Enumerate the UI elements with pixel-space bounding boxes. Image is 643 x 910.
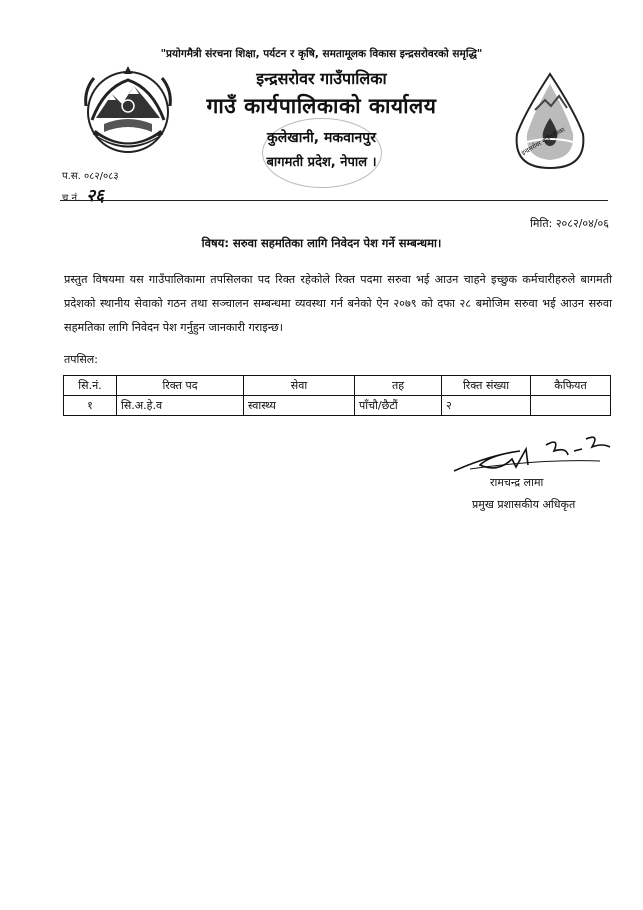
- col-level: तह: [355, 376, 442, 396]
- table-header-row: [64, 376, 611, 396]
- province-line: बागमती प्रदेश, नेपाल ।: [266, 155, 377, 170]
- table-label: तपसिल:: [64, 353, 98, 366]
- letter-body: प्रस्तुत विषयमा यस गाउँपालिकामा तपसिलका पद रिक्त रहेकोले रिक्त पदमा सरुवा भई आउन चाहने इच्छुक कर्मचारीहरुले बागमती प्रदेशको स्थानीय सेवाको गठन तथा सञ्चालन सम्बन्धमा व्यवस्था गर्न बनेको ऐन २०७९ को दफा २८ बमोजिम सरुवा भई आउन सरुवा सहमतिका लागि निवेदन पेश गर्नुहुन जानकारी गराइन्छ।: [64, 273, 612, 334]
- col-serial: सि.नं.: [64, 376, 117, 396]
- col-service: सेवा: [244, 376, 355, 396]
- cell-service: स्वास्थ्य: [244, 396, 355, 416]
- dispatch-number-line: [62, 183, 104, 206]
- office-name: गाउँ कार्यपालिकाको कार्यालय: [206, 94, 437, 118]
- vacancy-table: [63, 375, 611, 416]
- letter-date: मिति: २०८२/०४/०६: [530, 217, 609, 230]
- col-post: रिक्त पद: [117, 376, 244, 396]
- slogan: "प्रयोगमैत्री संरचना शिक्षा, पर्यटन र कृषि, समतामूलक विकास इन्द्रसरोवरको समृद्धि": [160, 48, 483, 60]
- letter-subject: विषय: सरुवा सहमतिका लागि निवेदन पेश गर्ने सम्बन्धमा।: [201, 236, 442, 250]
- signature-mark: [450, 425, 620, 480]
- cell-post: सि.अ.हे.व: [117, 396, 244, 416]
- col-vacancy-count: रिक्त संख्या: [442, 376, 531, 396]
- header-divider: [60, 200, 608, 201]
- cell-serial: १: [64, 396, 117, 416]
- cell-remarks: [531, 396, 611, 416]
- col-remarks: कैफियत: [531, 376, 611, 396]
- municipality-name: इन्द्रसरोवर गाउँपालिका: [256, 69, 387, 88]
- office-location: कुलेखानी, मकवानपुर: [267, 130, 376, 146]
- table-row: [64, 396, 611, 416]
- cell-vacancy-count: २: [442, 396, 531, 416]
- logo-text: इन्द्रसरोवर गाउँपालिका: [520, 126, 567, 157]
- dispatch-number: २६: [86, 186, 104, 206]
- fiscal-year: प.स. ०८२/०८३: [62, 171, 119, 182]
- dispatch-label: च.नं.: [62, 193, 81, 204]
- signatory-title: प्रमुख प्रशासकीय अधिकृत: [472, 498, 576, 511]
- signatory-name: रामचन्द्र लामा: [490, 476, 544, 489]
- cell-level: पाँचौ/छैटौं: [355, 396, 442, 416]
